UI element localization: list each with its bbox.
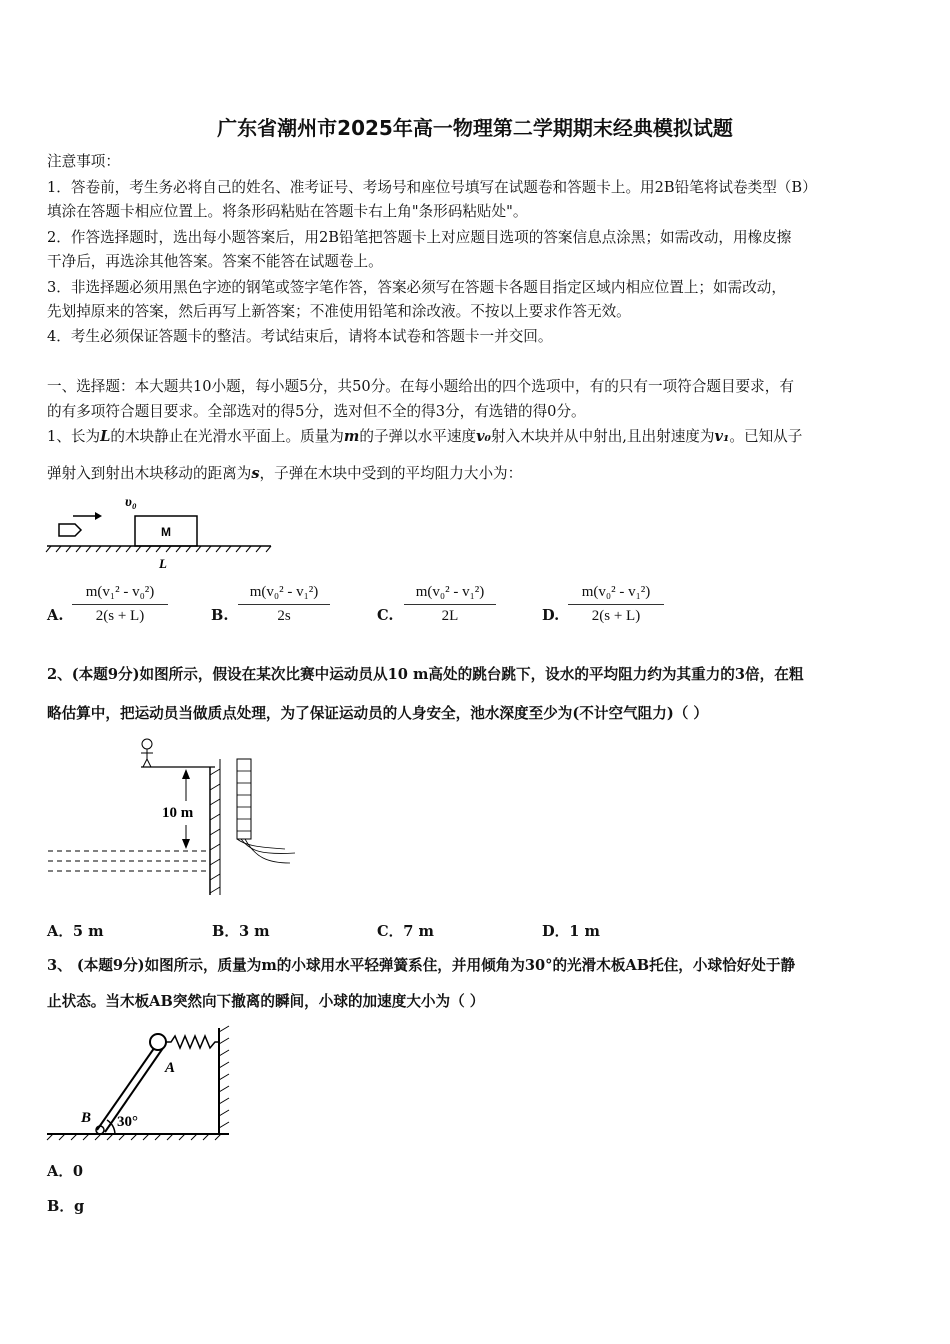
wall-hatch <box>219 1026 229 1128</box>
ball <box>150 1034 166 1050</box>
q1-option-d-letter: D. <box>542 607 560 624</box>
label-b: B <box>81 1110 92 1126</box>
water-lines <box>48 851 208 871</box>
q2-option-b: B．3 m <box>212 923 270 940</box>
q2-option-d: D．1 m <box>542 923 600 940</box>
q2-stem-line1: 2、(本题9分)如图所示，假设在某次比赛中运动员从10 m高处的跳台跳下，设水的平均阻力约为其重力的3倍，在粗 <box>47 666 804 683</box>
q1-stem-line2: 弹射入到射出木块移动的距离为s，子弹在木块中受到的平均阻力大小为： <box>47 465 523 482</box>
q3-option-b: B．g <box>47 1198 85 1215</box>
section-heading: 一、选择题：本大题共10小题，每小题5分，共50分。在每小题给出的四个选项中，有的只有一项符合题目要求，有 <box>47 378 794 395</box>
ground-hatch <box>46 546 271 552</box>
q1-option-d-formula: m(v₀² - v₁²) 2(s + L) <box>568 584 664 625</box>
page-title: 广东省潮州市2025年高一物理第二学期期末经典模拟试题 <box>217 116 733 140</box>
velocity-arrowhead <box>95 512 102 520</box>
notice-heading: 注意事项： <box>47 153 120 170</box>
q1-option-c-letter: C. <box>377 607 394 624</box>
length-label: L <box>159 556 167 571</box>
q1-option-a-formula: m(v₁² - v₀²) 2(s + L) <box>72 584 168 625</box>
velocity-label: υ₀ <box>125 495 137 510</box>
notice-line: 填涂在答题卡相应位置上。将条形码粘贴在答题卡右上角"条形码粘贴处"。 <box>47 203 528 220</box>
q1-stem-line1: 1、长为L的木块静止在光滑水平面上。质量为m的子弹以水平速度v₀射入木块并从中射出,且出射速度为v₁。已知从子 <box>47 428 803 445</box>
q2-figure <box>45 735 310 900</box>
notice-line: 先划掉原来的答案，然后再写上新答案；不准使用铅笔和涂改液。不按以上要求作答无效。 <box>47 303 631 320</box>
notice-line: 2．作答选择题时，选出每小题答案后，用2B铅笔把答题卡上对应题目选项的答案信息点涂黑；如需改动，用橡皮擦 <box>47 229 792 246</box>
angle-label: 30° <box>117 1114 138 1130</box>
q2-stem-line2: 略估算中，把运动员当做质点处理，为了保证运动员的人身安全，池水深度至少为(不计空气阻力)（ ） <box>47 705 709 722</box>
q1-option-b-formula: m(v₀² - v₁²) 2s <box>238 584 330 625</box>
bullet <box>59 524 81 536</box>
q1-figure <box>45 490 275 572</box>
q2-option-c: C．7 m <box>377 923 434 940</box>
q3-option-a: A．0 <box>47 1163 84 1180</box>
notice-line: 3．非选择题必须用黑色字迹的钢笔或签字笔作答，答案必须写在答题卡各题目指定区域内相应位置上；如需改动， <box>47 279 786 296</box>
q1-option-b-letter: B. <box>211 607 229 624</box>
q2-option-a: A．5 m <box>47 923 104 940</box>
q1-option-a-letter: A. <box>47 607 64 624</box>
label-a: A <box>165 1060 176 1076</box>
notice-line: 1．答卷前，考生务必将自己的姓名、准考证号、考场号和座位号填写在试题卷和答题卡上。用2B铅笔将试卷类型（B） <box>47 179 817 196</box>
section-heading-cont: 的有多项符合题目要求。全部选对的得5分，选对但不全的得3分，有选错的得0分。 <box>47 403 586 420</box>
notice-line: 干净后，再选涂其他答案。答案不能答在试题卷上。 <box>47 253 383 270</box>
q3-figure <box>45 1022 240 1142</box>
spring <box>166 1036 219 1048</box>
notice-line: 4．考生必须保证答题卡的整洁。考试结束后，请将本试卷和答题卡一并交回。 <box>47 328 553 345</box>
grass <box>237 839 285 849</box>
q1-option-c-formula: m(v₀² - v₁²) 2L <box>404 584 496 625</box>
q3-stem-line2: 止状态。当木板AB突然向下撤离的瞬间，小球的加速度大小为（ ） <box>47 993 485 1010</box>
diver-head <box>142 739 152 749</box>
height-label: 10 m <box>162 805 194 821</box>
q3-stem-line1: 3、 (本题9分)如图所示，质量为m的小球用水平轻弹簧系住，并用倾角为30°的光滑木板AB托住，小球恰好处于静 <box>47 957 796 974</box>
block-label: M <box>161 525 171 539</box>
